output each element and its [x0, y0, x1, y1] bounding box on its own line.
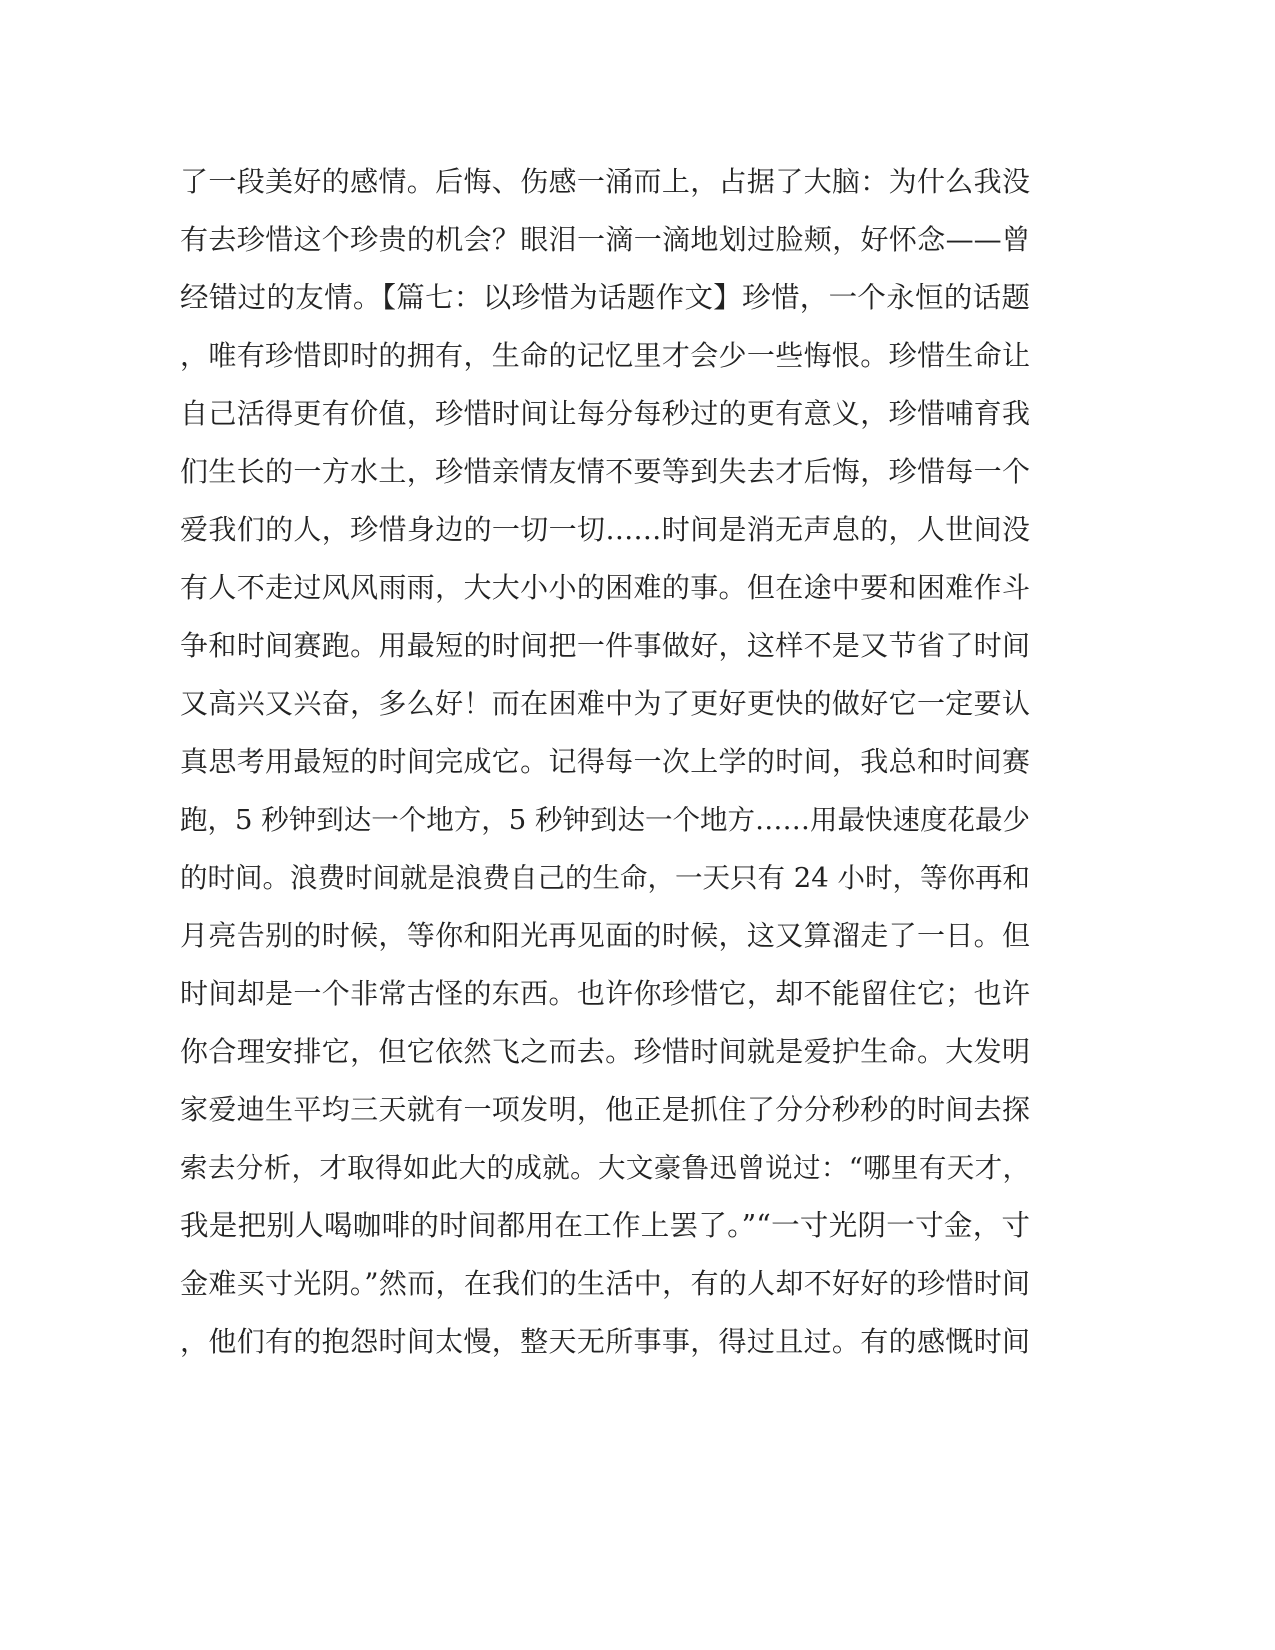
- text-line: 有人不走过风风雨雨，大大小小的困难的事。但在途中要和困难作斗: [180, 571, 1030, 604]
- text-line: 家爱迪生平均三天就有一项发明，他正是抓住了分分秒秒的时间去探: [180, 1093, 1030, 1126]
- text-line: 我是把别人喝咖啡的时间都用在工作上罢了。”“一寸光阴一寸金，寸: [180, 1209, 1030, 1242]
- text-line: 爱我们的人，珍惜身边的一切一切……时间是消无声息的，人世间没: [180, 513, 1030, 546]
- text-line: 争和时间赛跑。用最短的时间把一件事做好，这样不是又节省了时间: [180, 629, 1030, 662]
- text-line: 又高兴又兴奋，多么好！而在困难中为了更好更快的做好它一定要认: [180, 687, 1030, 720]
- text-line: 自己活得更有价值，珍惜时间让每分每秒过的更有意义，珍惜哺育我: [180, 397, 1030, 430]
- text-line: 金难买寸光阴。”然而，在我们的生活中，有的人却不好好的珍惜时间: [180, 1267, 1030, 1300]
- text-line: 月亮告别的时候，等你和阳光再见面的时候，这又算溜走了一日。但: [180, 919, 1030, 952]
- body-text: [180, 158, 1030, 1376]
- text-line: 时间却是一个非常古怪的东西。也许你珍惜它，却不能留住它；也许: [180, 977, 1030, 1010]
- text-line: 经错过的友情。【篇七：以珍惜为话题作文】珍惜，一个永恒的话题: [180, 281, 1030, 314]
- text-line: 了一段美好的感情。后悔、伤感一涌而上，占据了大脑：为什么我没: [180, 165, 1030, 198]
- text-line: 的时间。浪费时间就是浪费自己的生命，一天只有 24 小时，等你再和: [180, 862, 1030, 894]
- text-line: 你合理安排它，但它依然飞之而去。珍惜时间就是爱护生命。大发明: [180, 1035, 1030, 1068]
- text-line: 跑，5 秒钟到达一个地方，5 秒钟到达一个地方……用最快速度花最少: [180, 804, 1030, 836]
- text-line: 们生长的一方水土，珍惜亲情友情不要等到失去才后悔，珍惜每一个: [180, 455, 1030, 488]
- text-line: 有去珍惜这个珍贵的机会？眼泪一滴一滴地划过脸颊，好怀念——曾: [180, 223, 1030, 256]
- text-line: ，他们有的抱怨时间太慢，整天无所事事，得过且过。有的感慨时间: [180, 1325, 1030, 1358]
- text-line: 索去分析，才取得如此大的成就。大文豪鲁迅曾说过：“哪里有天才，: [180, 1152, 1030, 1184]
- text-line: 真思考用最短的时间完成它。记得每一次上学的时间，我总和时间赛: [180, 745, 1030, 778]
- text-line: ，唯有珍惜即时的拥有，生命的记忆里才会少一些悔恨。珍惜生命让: [180, 339, 1030, 372]
